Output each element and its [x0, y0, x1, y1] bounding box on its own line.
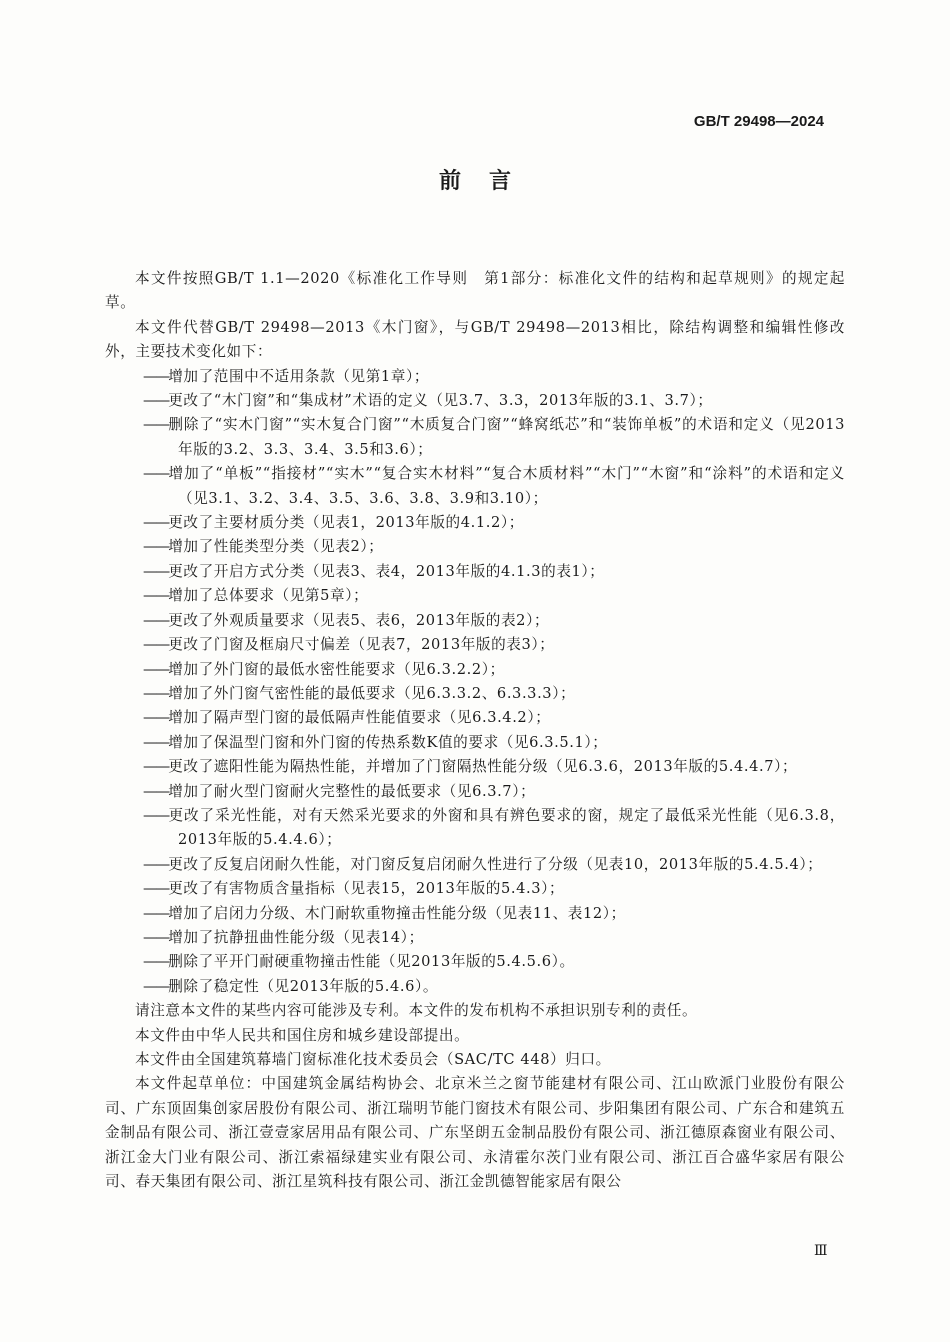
change-item — [105, 731, 845, 755]
change-text: 增加了范围中不适用条款（见第1章）； — [168, 367, 430, 385]
change-item — [105, 365, 845, 389]
page-title: 前言 — [438, 169, 539, 194]
change-item — [105, 706, 845, 730]
dash-marker: —— — [143, 928, 169, 946]
page-number: Ⅲ — [814, 1243, 828, 1259]
change-item — [105, 609, 845, 633]
change-text: 增加了“单板”“指接材”“实木”“复合实木材料”“复合木质材料”“木门”“木窗”和“涂料”的术语和定义（见3.1、3.2、3.4、3.5、3.6、3.8、3.9和3.10）； — [168, 465, 845, 507]
dash-marker: —— — [143, 514, 169, 532]
dash-marker: —— — [143, 416, 169, 434]
change-text: 删除了平开门耐硬重物撞击性能（见2013年版的5.4.5.6）。 — [168, 953, 575, 971]
change-text: 更改了反复启闭耐久性能，对门窗反复启闭耐久性进行了分级（见表10，2013年版的5.4.5.4）； — [168, 855, 823, 873]
change-item — [105, 780, 845, 804]
change-text: 删除了“实木门窗”“实木复合门窗”“木质复合门窗”“蜂窝纸芯”和“装饰单板”的术语和定义（见2013年版的3.2、3.3、3.4、3.5和3.6）； — [168, 416, 845, 458]
standard-number: GB/T 29498—2024 — [693, 113, 824, 130]
change-item — [105, 950, 845, 974]
dash-marker: —— — [143, 587, 169, 605]
change-item — [105, 633, 845, 657]
change-text: 增加了性能类型分类（见表2）； — [168, 538, 384, 556]
dash-marker: —— — [143, 904, 169, 922]
change-text: 增加了启闭力分级、木门耐软重物撞击性能分级（见表11、表12）； — [168, 904, 626, 922]
change-item — [105, 535, 845, 559]
change-text: 更改了主要材质分类（见表1，2013年版的4.1.2）； — [168, 514, 524, 532]
change-text: 增加了外门窗的最低水密性能要求（见6.3.2.2）； — [168, 660, 505, 678]
change-text: 增加了耐火型门窗耐火完整性的最低要求（见6.3.7）； — [168, 782, 536, 800]
change-item — [105, 926, 845, 950]
change-text: 更改了遮阳性能为隔热性能，并增加了门窗隔热性能分级（见6.3.6，2013年版的5.4.4.7）； — [168, 758, 798, 776]
dash-marker: —— — [143, 953, 169, 971]
dash-marker: —— — [143, 538, 169, 556]
dash-marker: —— — [143, 392, 169, 410]
dash-marker: —— — [143, 709, 169, 727]
document-body — [105, 267, 845, 1194]
paragraph-proposer: 本文件由中华人民共和国住房和城乡建设部提出。 — [135, 1026, 470, 1044]
change-text: 更改了有害物质含量指标（见表15，2013年版的5.4.3）； — [168, 880, 565, 898]
changes-list — [105, 365, 845, 1000]
change-item — [105, 511, 845, 535]
change-item — [105, 560, 845, 584]
change-item — [105, 413, 845, 462]
change-text: 更改了门窗及框扇尺寸偏差（见表7，2013年版的表3）； — [168, 636, 555, 654]
change-item — [105, 804, 845, 853]
paragraph-replacement: 本文件代替GB/T 29498—2013《木门窗》，与GB/T 29498—2013相比，除结构调整和编辑性修改外，主要技术变化如下： — [105, 318, 845, 361]
change-text: 增加了外门窗气密性能的最低要求（见6.3.3.2、6.3.3.3）； — [168, 684, 576, 702]
change-item — [105, 389, 845, 413]
dash-marker: —— — [143, 806, 169, 824]
dash-marker: —— — [143, 880, 169, 898]
change-text: 更改了开启方式分类（见表3、表4，2013年版的4.1.3的表1）； — [168, 562, 605, 580]
dash-marker: —— — [143, 636, 169, 654]
change-text: 删除了稳定性（见2013年版的5.4.6）。 — [168, 977, 439, 995]
change-text: 更改了外观质量要求（见表5、表6，2013年版的表2）； — [168, 611, 550, 629]
change-item — [105, 877, 845, 901]
dash-marker: —— — [143, 684, 169, 702]
change-text: 增加了保温型门窗和外门窗的传热系数K值的要求（见6.3.5.1）； — [168, 733, 608, 751]
change-item — [105, 975, 845, 999]
change-item — [105, 584, 845, 608]
dash-marker: —— — [143, 611, 169, 629]
change-text: 增加了隔声型门窗的最低隔声性能值要求（见6.3.4.2）； — [168, 709, 551, 727]
change-text: 更改了采光性能，对有天然采光要求的外窗和具有辨色要求的窗，规定了最低采光性能（见6.3.8，2013年版的5.4.4.6）； — [168, 806, 845, 849]
dash-marker: —— — [143, 977, 169, 995]
paragraph-patent: 请注意本文件的某些内容可能涉及专利。本文件的发布机构不承担识别专利的责任。 — [135, 1002, 698, 1020]
dash-marker: —— — [143, 758, 169, 776]
change-text: 增加了抗静扭曲性能分级（见表14）； — [168, 928, 424, 946]
change-item — [105, 682, 845, 706]
change-item — [105, 462, 845, 511]
dash-marker: —— — [143, 733, 169, 751]
paragraph-committee: 本文件由全国建筑幕墙门窗标准化技术委员会（SAC/TC 448）归口。 — [135, 1051, 611, 1068]
paragraph-drafting-rules: 本文件按照GB/T 1.1—2020《标准化工作导则 第1部分：标准化文件的结构和起草规则》的规定起草。 — [105, 270, 845, 312]
change-text: 更改了“木门窗”和“集成材”术语的定义（见3.7、3.3，2013年版的3.1、3.7）； — [168, 392, 713, 410]
paragraph-drafting-units: 本文件起草单位：中国建筑金属结构协会、北京米兰之窗节能建材有限公司、江山欧派门业股份有限公司、广东顶固集创家居股份有限公司、浙江瑞明节能门窗技术有限公司、步阳集团有限公司、广东合和建筑五金制品有限公司、浙江壹壹家居用品有限公司、广东坚朗五金制品股份有限公司、浙江德原森窗业有限公司、浙江金大门业有限公司、浙江索福绿建实业有限公司、永清霍尔茨门业有限公司、浙江百合盛华家居有限公司、春天集团有限公司、浙江星筑科技有限公司、浙江金凯德智能家居有限公 — [105, 1075, 845, 1191]
dash-marker: —— — [143, 367, 169, 385]
dash-marker: —— — [143, 782, 169, 800]
change-item — [105, 755, 845, 779]
change-item — [105, 902, 845, 926]
change-item — [105, 853, 845, 877]
dash-marker: —— — [143, 562, 169, 580]
change-item — [105, 658, 845, 682]
dash-marker: —— — [143, 465, 169, 483]
dash-marker: —— — [143, 660, 169, 678]
change-text: 增加了总体要求（见第5章）； — [168, 587, 369, 605]
dash-marker: —— — [143, 855, 169, 873]
